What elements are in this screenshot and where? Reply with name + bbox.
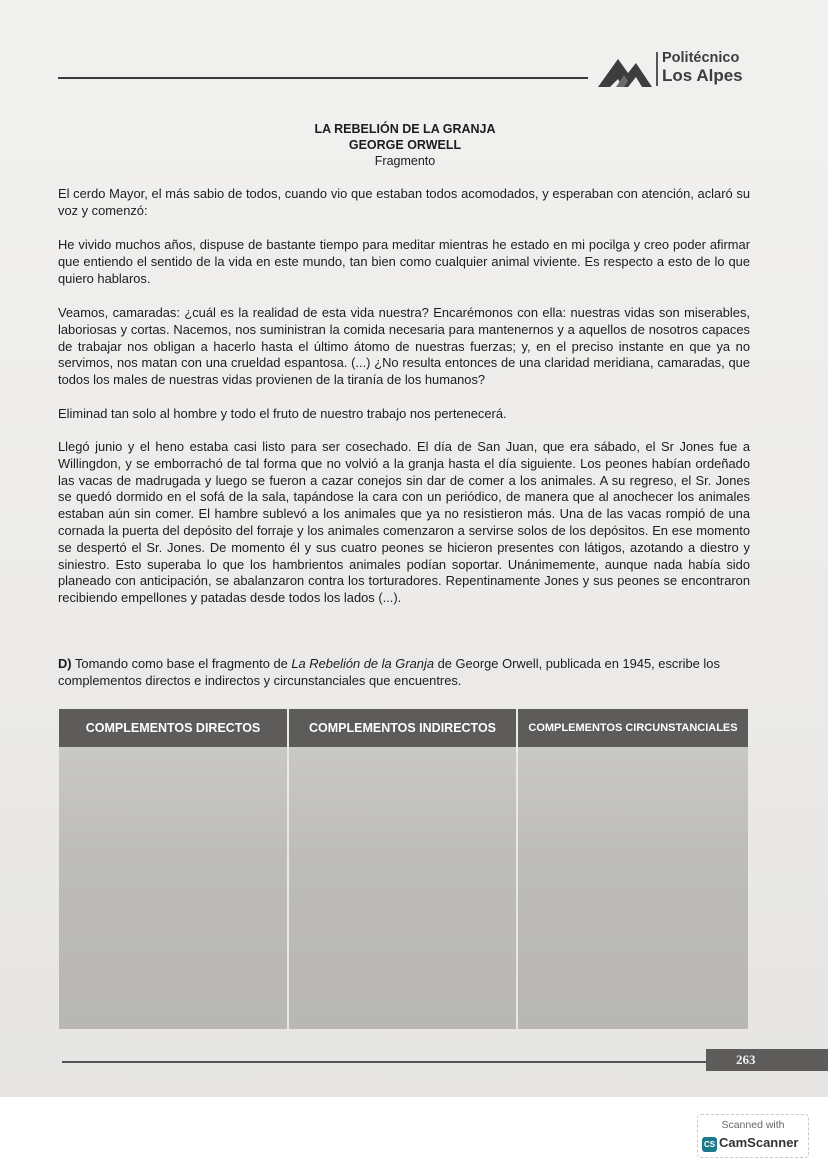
scanner-watermark bbox=[697, 1114, 809, 1158]
paragraph-text: Veamos, camaradas: ¿cuál es la realidad de esta vida nuestra? Encarémonos con ella: nuestras vidas son miserables, laboriosas y cortas. Nacemos, nos suministran la comida necesaria para mantenernos y a aquellos de nosotros capaces de trabajar nos obligan a hacerlo hasta el último átomo de nuestras fuerzas; y, en el preciso instante en que ya no servimos, nos matan con una crueldad espantosa. (...) ¿No resulta entonces de una claridad meridiana, camaradas, que todos los males de nuestras vidas provienen de la tiranía de los humanos? bbox=[58, 305, 750, 388]
exercise-text-a: Tomando como base el fragmento de bbox=[71, 656, 292, 671]
mountain-logo-icon bbox=[596, 53, 654, 89]
paragraph-4 bbox=[58, 406, 750, 423]
paragraph-5 bbox=[58, 439, 750, 607]
camscanner-logo-icon: CS bbox=[702, 1137, 717, 1152]
answer-cell-circumstantial[interactable] bbox=[518, 747, 748, 1029]
answer-cell-direct[interactable] bbox=[59, 747, 287, 1029]
page-number: 263 bbox=[706, 1049, 828, 1071]
header-indirect-objects: COMPLEMENTOS INDIRECTOS bbox=[289, 709, 516, 747]
answer-cell-indirect[interactable] bbox=[289, 747, 516, 1029]
work-author: GEORGE ORWELL bbox=[348, 138, 462, 152]
exercise-prompt bbox=[58, 656, 750, 690]
work-title: LA REBELIÓN DE LA GRANJA bbox=[314, 122, 496, 136]
paragraph-2 bbox=[58, 237, 750, 287]
paragraph-text: He vivido muchos años, dispuse de bastante tiempo para meditar mientras he estado en mi pocilga y creo poder afirmar que entiendo el sentido de la vida en este mundo, tan bien como cualquier animal viviente. Es respecto a esto de lo que quiero hablaros. bbox=[58, 237, 750, 286]
footer-rule bbox=[62, 1061, 706, 1063]
logo-line1: Politécnico bbox=[662, 50, 740, 66]
header-rule bbox=[58, 77, 588, 79]
paragraph-text: El cerdo Mayor, el más sabio de todos, cuando vio que estaban todos acomodados, y esperaban con atención, aclaró su voz y comenzó: bbox=[58, 186, 750, 218]
scanner-brand: CamScanner bbox=[719, 1135, 799, 1150]
reading-title bbox=[0, 121, 810, 169]
paragraph-text: Llegó junio y el heno estaba casi listo para ser cosechado. El día de San Juan, que era sábado, el Sr Jones fue a Willingdon, y se emborrachó de tal forma que no volvió a la granja hasta el día siguiente. Los peones habían ordeñado las vacas de madrugada y luego se fueron a cazar conejos sin dar de comer a los animales. A su regreso, el Sr. Jones se quedó dormido en el sofá de la sala, tapándose la cara con un periódico, de manera que al anochecer los animales estaban aún sin comer. El hambre sublevó a los animales que ya no resistieron más. Una de las vacas rompió de una cornada la puerta del depósito del forraje y los animales comenzaron a servirse solos de los depósitos. En ese momento se despertó el Sr. Jones. De momento él y sus cuatro peones se hicieron presentes con látigos, azotando a diestro y siniestro. Esto superaba lo que los hambrientos animales podían soportar. Unánimemente, aunque nada había sido planeado con anticipación, se abalanzaron contra los torturadores. Repentinamente Jones y sus peones se encontraron recibiendo empellones y patadas desde todos los lados (...). bbox=[58, 439, 750, 606]
logo-text bbox=[662, 50, 743, 84]
exercise-text-b: de George Orwell, publicada en 1945, escribe los complementos directos e indirectos y circunstanciales que encuentres. bbox=[58, 656, 720, 688]
exercise-work: La Rebelión de la Granja bbox=[291, 656, 434, 671]
logo-line2: Los Alpes bbox=[662, 66, 743, 85]
paragraph-text: Eliminad tan solo al hombre y todo el fruto de nuestro trabajo nos pertenecerá. bbox=[58, 406, 507, 421]
exercise-letter: D) bbox=[58, 656, 72, 671]
scanner-caption: Scanned with bbox=[721, 1119, 785, 1131]
header-circumstantial: COMPLEMENTOS CIRCUNSTANCIALES bbox=[518, 709, 748, 747]
logo-divider bbox=[656, 52, 658, 86]
paragraph-1 bbox=[58, 186, 750, 220]
work-subtitle: Fragmento bbox=[374, 154, 436, 168]
header-direct-objects: COMPLEMENTOS DIRECTOS bbox=[59, 709, 287, 747]
paragraph-3 bbox=[58, 305, 750, 389]
answer-table bbox=[59, 709, 748, 1029]
